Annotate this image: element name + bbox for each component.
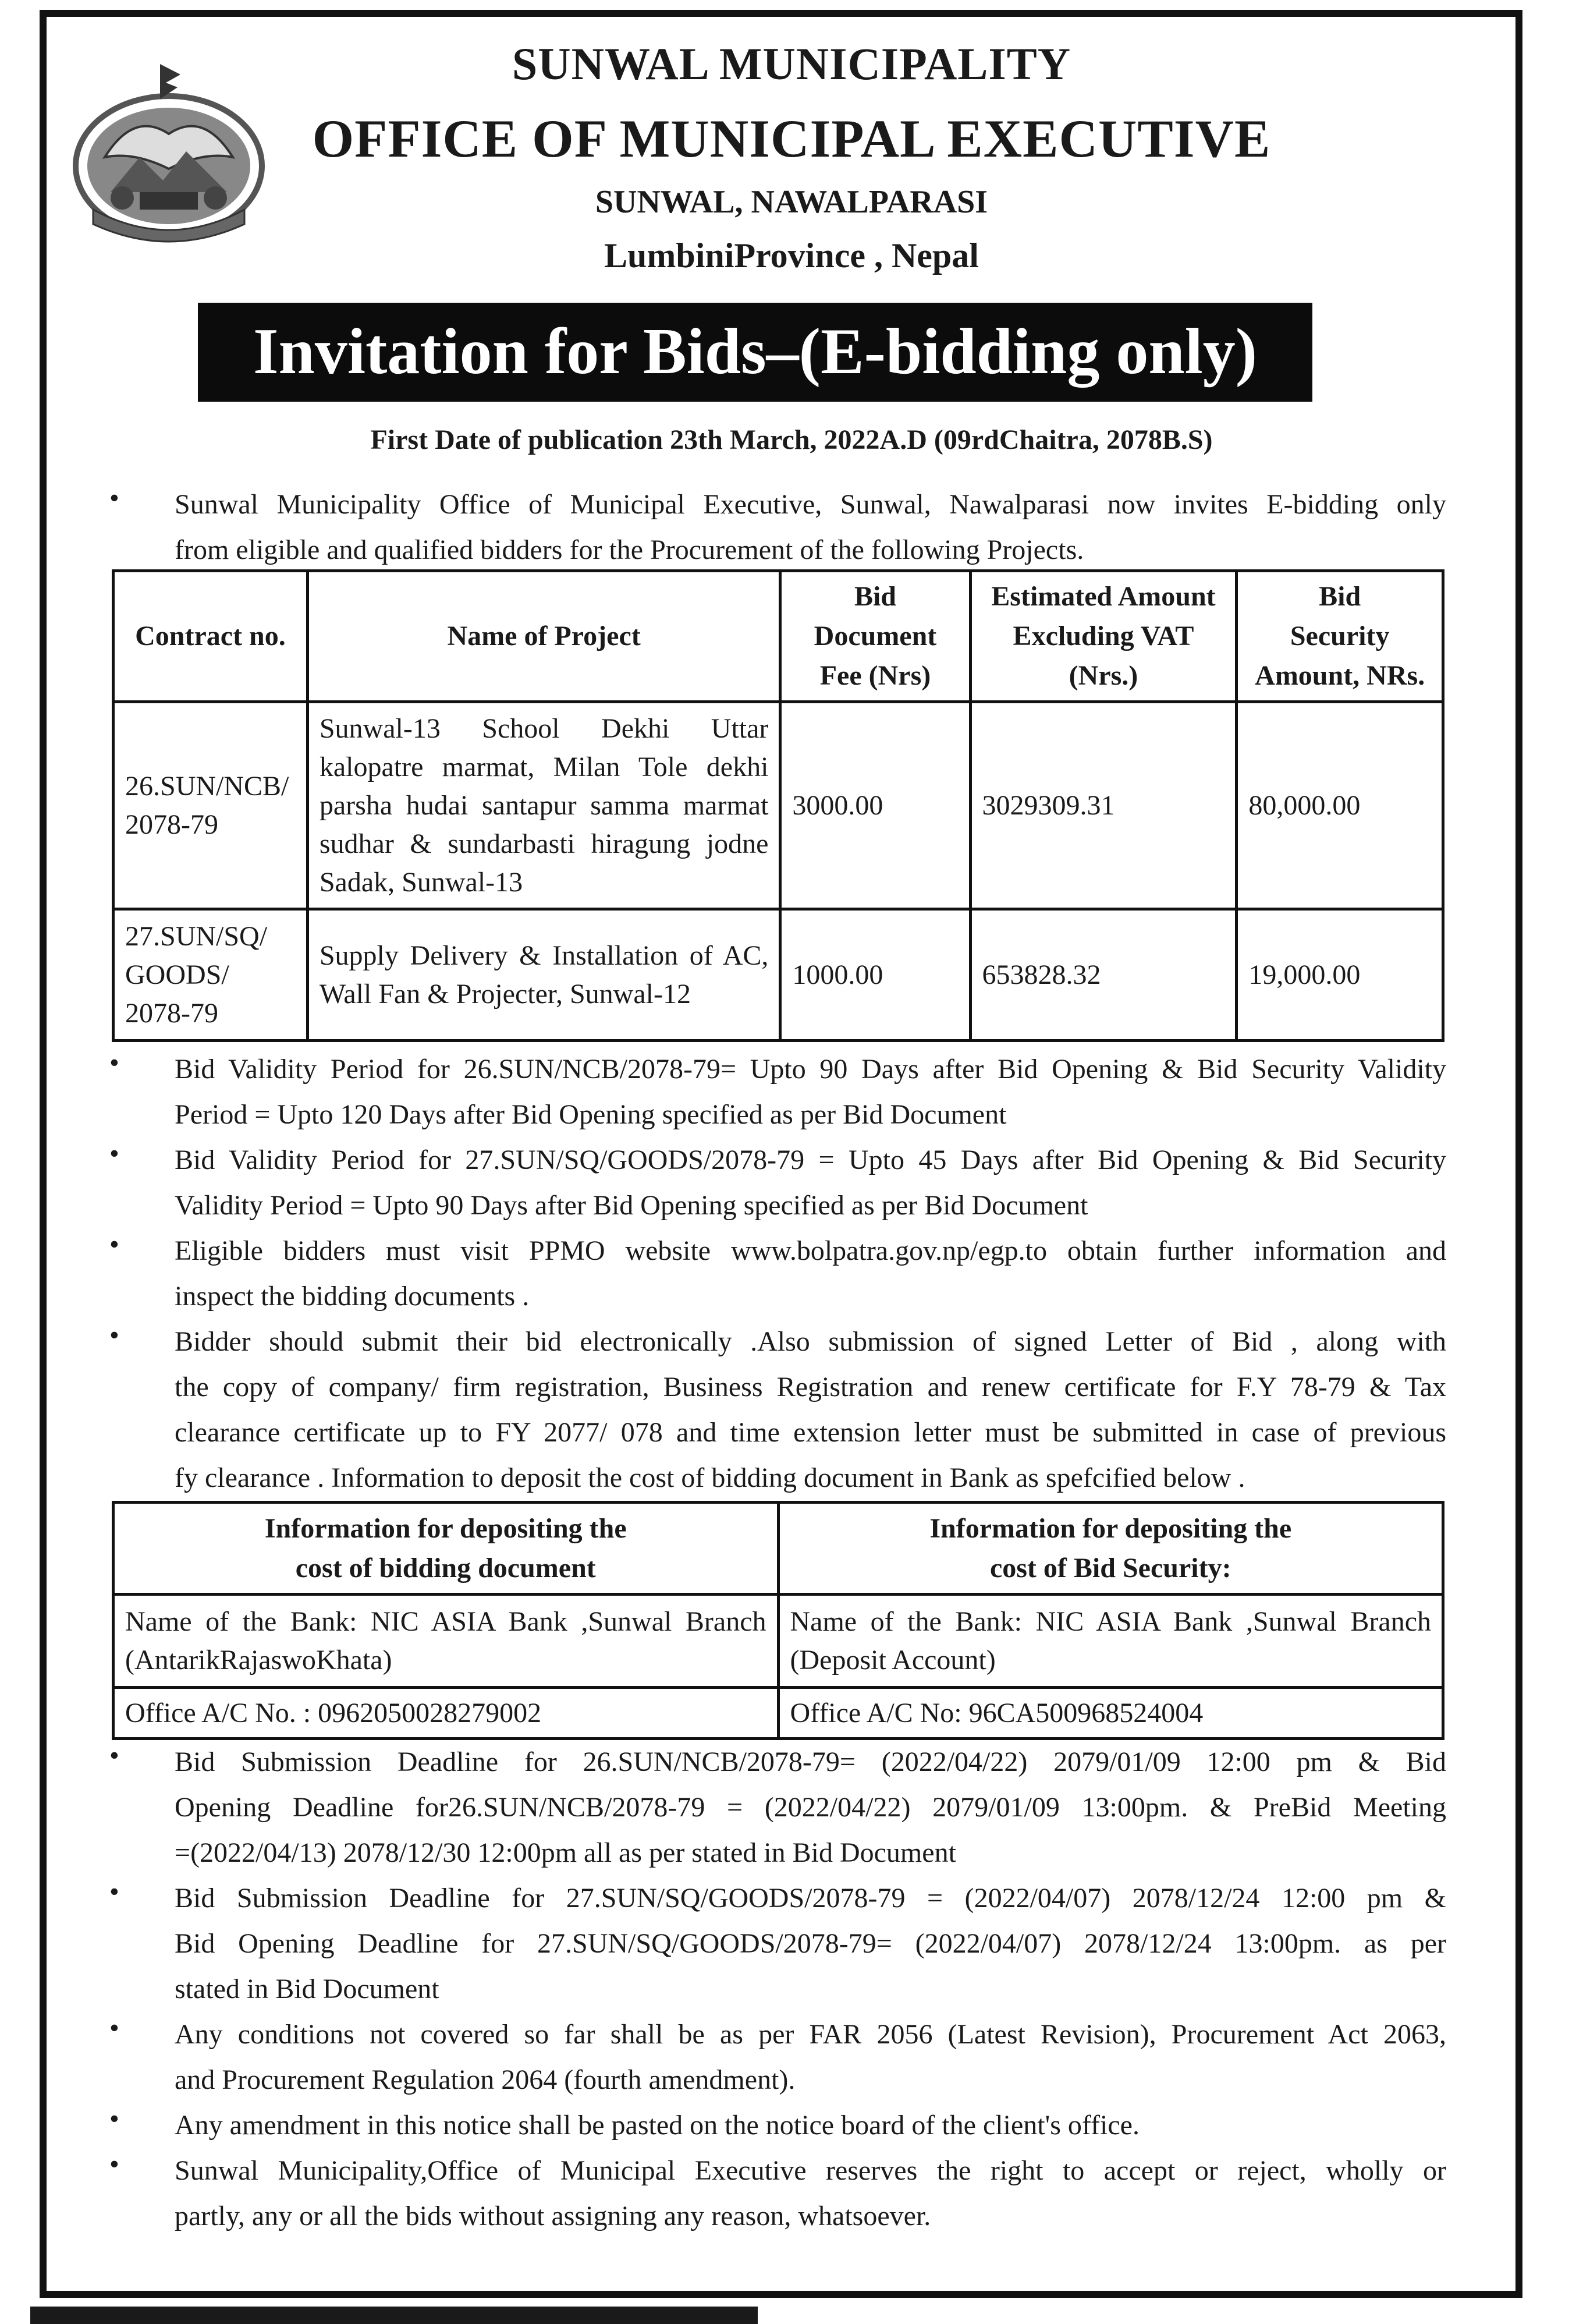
table-row xyxy=(113,909,1443,1041)
table-header-row xyxy=(113,1503,1443,1595)
bid-security-amount: 80,000.00 xyxy=(1237,702,1443,909)
project-name: Supply Delivery & Installation of AC, Wall Fan & Projecter, Sunwal-12 xyxy=(307,909,780,1041)
bid-document-fee: 1000.00 xyxy=(780,909,970,1041)
projects-table xyxy=(112,569,1444,1042)
bid-validity-goods: Bid Validity Period for 27.SUN/SQ/GOODS/2078-79 = Upto 45 Days after Bid Opening & Bid Security Validity Period = Upto 90 Days after Bid Opening specified as per Bid Document xyxy=(175,1145,1446,1221)
bullet-icon: • xyxy=(109,1138,119,1169)
col-header-project: Name of Project xyxy=(307,571,780,702)
col-header-security: Bid Security Amount, NRs. xyxy=(1237,571,1443,702)
publication-date: First Date of publication 23th March, 2022A.D (09rdChaitra, 2078B.S) xyxy=(370,424,1213,455)
amendment-note: Any amendment in this notice shall be pasted on the notice board of the client's office. xyxy=(175,2110,1140,2141)
account-no-bid-security: Office A/C No: 96CA500968524004 xyxy=(778,1688,1443,1739)
col-header-estimate: Estimated Amount Excluding VAT (Nrs.) xyxy=(970,571,1237,702)
eligible-bidders-note: Eligible bidders must visit PPMO website www.bolpatra.gov.np/egp.to obtain further information and inspect the bidding documents . xyxy=(175,1235,1446,1312)
bank-info-table xyxy=(112,1501,1444,1740)
estimated-amount: 653828.32 xyxy=(970,909,1237,1041)
account-no-bidding-doc: Office A/C No. : 0962050028279002 xyxy=(113,1688,779,1739)
col-header-contract: Contract no. xyxy=(113,571,308,702)
table-header-row xyxy=(113,571,1443,702)
municipality-name: SUNWAL MUNICIPALITY xyxy=(512,38,1071,89)
bullet-icon: • xyxy=(109,483,119,513)
bullet-icon: • xyxy=(109,2013,119,2043)
col-header-fee: Bid Document Fee (Nrs) xyxy=(780,571,970,702)
bid-document-fee: 3000.00 xyxy=(780,702,970,909)
bank-name-bidding-doc: Name of the Bank: NIC ASIA Bank ,Sunwal Branch (AntarikRajaswoKhata) xyxy=(113,1595,779,1688)
bullet-icon: • xyxy=(109,1320,119,1351)
bullet-icon: • xyxy=(109,2103,119,2134)
table-row xyxy=(113,1595,1443,1688)
intro-paragraph xyxy=(175,482,1446,573)
intro-line: from eligible and qualified bidders for the Procurement of the following Projects. xyxy=(175,534,1084,565)
bullet-icon: • xyxy=(109,1229,119,1260)
table-row xyxy=(113,1688,1443,1739)
bullet-icon: • xyxy=(109,1047,119,1078)
bid-validity-ncb: Bid Validity Period for 26.SUN/NCB/2078-79= Upto 90 Days after Bid Opening & Bid Security Validity Period = Upto 120 Days after Bid Opening specified as per Bid Document xyxy=(175,1054,1446,1130)
intro-line: Sunwal Municipality Office of Municipal Executive, Sunwal, Nawalparasi now invites E-bidding only xyxy=(175,489,1446,520)
table-row xyxy=(113,702,1443,909)
bullet-icon: • xyxy=(109,1876,119,1907)
contract-no: 27.SUN/SQ/ GOODS/ 2078-79 xyxy=(113,909,308,1041)
province-country: LumbiniProvince , Nepal xyxy=(604,236,979,275)
estimated-amount: 3029309.31 xyxy=(970,702,1237,909)
notice-title-banner: Invitation for Bids–(E-bidding only) xyxy=(198,303,1312,402)
rights-reserved-note: Sunwal Municipality,Office of Municipal Executive reserves the right to accept or reject, wholly or partly, any or all the bids without assigning any reason, whatsoever. xyxy=(175,2155,1446,2231)
contract-no: 26.SUN/NCB/ 2078-79 xyxy=(113,702,308,909)
bank-name-bid-security: Name of the Bank: NIC ASIA Bank ,Sunwal Branch (Deposit Account) xyxy=(778,1595,1443,1688)
bullet-icon: • xyxy=(109,1740,119,1771)
conditions-note: Any conditions not covered so far shall be as per FAR 2056 (Latest Revision), Procurement Act 2063, and Procurement Regulation 2064 (fourth amendment). xyxy=(175,2019,1446,2095)
bid-security-deposit-header: Information for depositing the cost of Bid Security: xyxy=(778,1503,1443,1595)
bidding-doc-deposit-header: Information for depositing the cost of bidding document xyxy=(113,1503,779,1595)
bid-security-amount: 19,000.00 xyxy=(1237,909,1443,1041)
submission-requirements: Bidder should submit their bid electronically .Also submission of signed Letter of Bid , along with the copy of company/ firm registration, Business Registration and renew certificate for F.Y 78-79 & Tax clearance certificate up to FY 2077/ 078 and time extension letter must be submitted in case of previous fy clearance . Information to deposit the cost of bidding document in Bank as spefcified below . xyxy=(175,1326,1446,1493)
office-location: SUNWAL, NAWALPARASI xyxy=(595,184,988,220)
deadline-goods: Bid Submission Deadline for 27.SUN/SQ/GOODS/2078-79 = (2022/04/07) 2078/12/24 12:00 pm & Bid Opening Deadline for 27.SUN/SQ/GOODS/2078-79= (2022/04/07) 2078/12/24 13:00pm. as per stated in Bid Document xyxy=(175,1883,1446,2004)
project-name: Sunwal-13 School Dekhi Uttar kalopatre marmat, Milan Tole dekhi parsha hudai santapur samma marmat sudhar & sundarbasti hiragung jodne Sadak, Sunwal-13 xyxy=(307,702,780,909)
office-name: OFFICE OF MUNICIPAL EXECUTIVE xyxy=(312,109,1271,168)
deadline-ncb: Bid Submission Deadline for 26.SUN/NCB/2078-79= (2022/04/22) 2079/01/09 12:00 pm & Bid Opening Deadline for26.SUN/NCB/2078-79 = (2022/04/22) 2079/01/09 13:00pm. & PreBid Meeting =(2022/04/13) 2078/12/30 12:00pm all as per stated in Bid Document xyxy=(175,1746,1446,1868)
bullet-icon: • xyxy=(109,2149,119,2180)
bottom-strip xyxy=(30,2307,758,2324)
